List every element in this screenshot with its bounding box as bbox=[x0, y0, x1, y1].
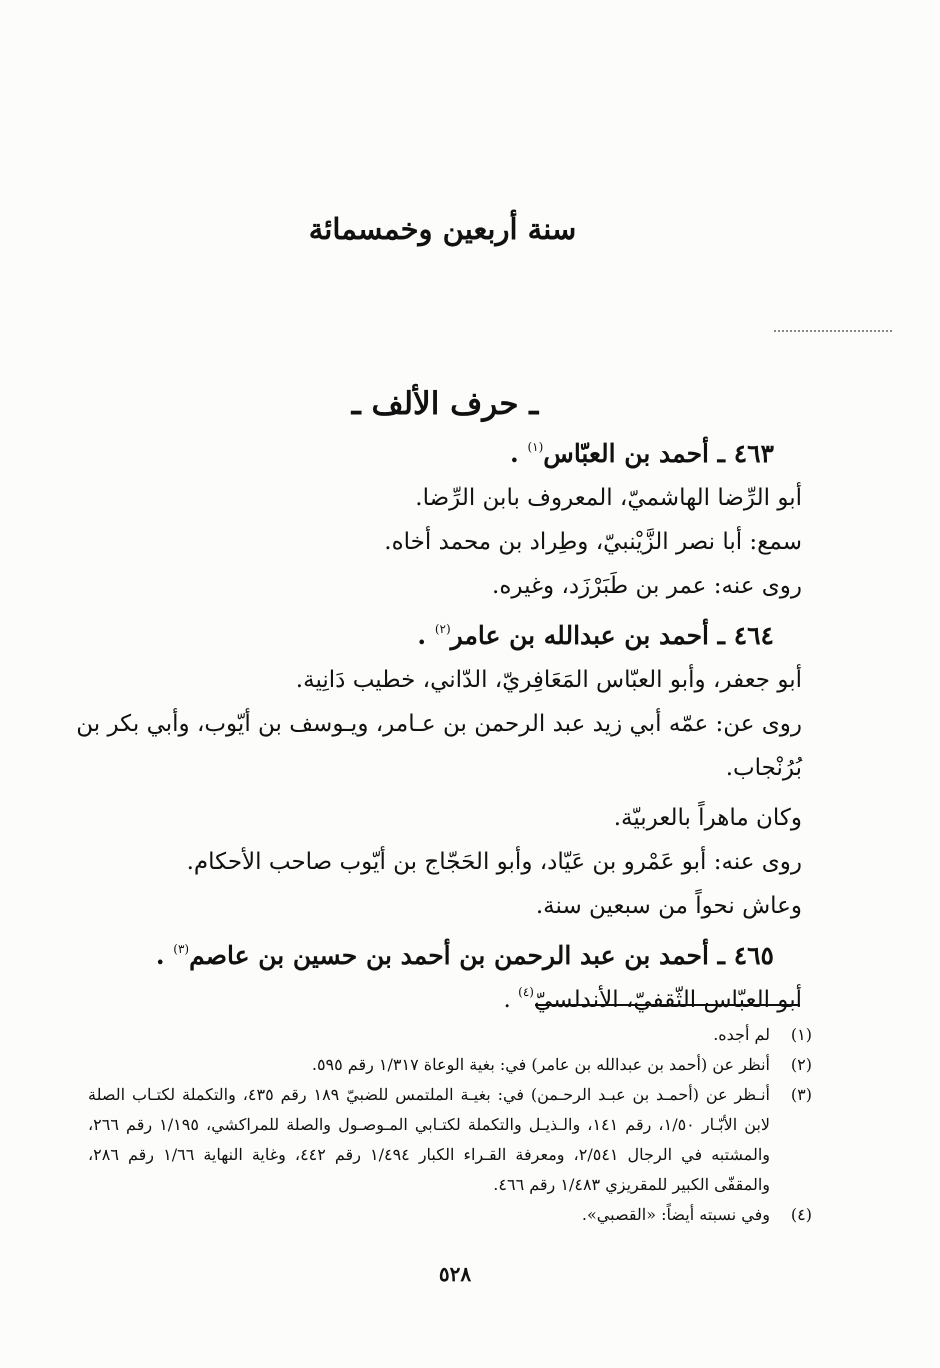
body-text bbox=[76, 432, 802, 1022]
entry-464-line: وعاش نحواً من سبعين سنة. bbox=[535, 893, 802, 919]
footnote-ref[interactable]: (٤) bbox=[518, 985, 534, 999]
footnote-separator bbox=[535, 1004, 800, 1006]
footnote-ref[interactable]: (٢) bbox=[434, 622, 451, 636]
footnotes bbox=[88, 1020, 812, 1230]
page-title: سنة أربعين وخمسمائة bbox=[308, 212, 577, 246]
entry-463-line: سمع: أبا نصر الزَّيْنبيّ، وطِراد بن محمد أخاه. bbox=[384, 529, 802, 555]
entry-465-heading: ٤٦٥ ـ أحمد بن عبد الرحمن بن أحمد بن حسين بن عاصم$^{(٣)}$ . bbox=[155, 941, 774, 970]
entry-464-line: أبو جعفر، وأبو العبّاس المَعَافِريّ، الدّاني، خطيب دَانِية. bbox=[295, 667, 802, 693]
footnote-text: أنظر عن (أحمد بن عبدالله بن عامر) في: بغية الوعاة ١/٣١٧ رقم ٥٩٥. bbox=[311, 1055, 770, 1074]
footnote-number: (٢) bbox=[790, 1055, 812, 1074]
footnote bbox=[88, 1020, 812, 1050]
entry-463-heading: ٤٦٣ ـ أحمد بن العبّاس$^{(١)}$ . bbox=[510, 439, 774, 468]
entry-465-line: أبو العبّاس الثّقفيّ، الأندلسيّ$^{(٤)}$ . bbox=[503, 985, 802, 1013]
footnote-text: وفي نسبته أيضاً: «القصبي». bbox=[581, 1205, 770, 1224]
footnote bbox=[88, 1050, 812, 1080]
section-heading: ـ حرف الألف ـ bbox=[351, 386, 539, 422]
entry-464-line: روى عن: عمّه أبي زيد عبد الرحمن بن عـامر، ويـوسف بن أيّوب، وأبي بكر بن بُرُنْجاب. bbox=[76, 711, 802, 781]
entry-464-heading: ٤٦٤ ـ أحمد بن عبدالله بن عامر$^{(٢)}$ . bbox=[417, 621, 774, 650]
footnote-number: (٤) bbox=[790, 1205, 812, 1224]
footnote-ref[interactable]: (١) bbox=[527, 440, 544, 454]
footnote-number: (١) bbox=[790, 1025, 812, 1044]
footnote-text: لم أجده. bbox=[713, 1025, 770, 1044]
entry-464-line: روى عنه: أبو عَمْرو بن عَيّاد، وأبو الحَجّاج بن أيّوب صاحب الأحكام. bbox=[186, 849, 802, 875]
page-number: ٥٢٨ bbox=[438, 1262, 472, 1286]
footnote-number: (٣) bbox=[790, 1085, 812, 1104]
footnote-ref[interactable]: (٣) bbox=[173, 942, 190, 956]
entry-463-line: روى عنه: عمر بن طَبَرْزَد، وغيره. bbox=[492, 573, 802, 599]
entry-464-line: وكان ماهراً بالعربيّة. bbox=[613, 805, 802, 831]
footnote bbox=[88, 1080, 812, 1200]
footnote-text: أنـظر عن (أحمـد بن عبـد الرحـمن) في: بغيـة الملتمس للضبيّ ١٨٩ رقم ٤٣٥، والتكملة لكتـاب الصلة لابن الأبّـار ١/٥٠، رقم ١٤١، والـذيـل والتكملة لكتـابي المـوصـول والصلة للمراكشي، ١/١٩٥ رقم ٢٦٦، والمشتبه في الرجال ٢/٥٤١، ومعرفة القـراء الكبار ١/٤٩٤ رقم ٤٤٢، وغاية النهاية ١/٦٦ رقم ٢٨٦، والمقفّى الكبير للمقريزي ١/٤٨٣ رقم ٤٦٦. bbox=[88, 1085, 771, 1194]
entry-463-line: أبو الرِّضا الهاشميّ، المعروف بابن الرِّضا. bbox=[415, 485, 802, 511]
scan-artifact-dots bbox=[774, 330, 892, 332]
footnote bbox=[88, 1200, 812, 1230]
